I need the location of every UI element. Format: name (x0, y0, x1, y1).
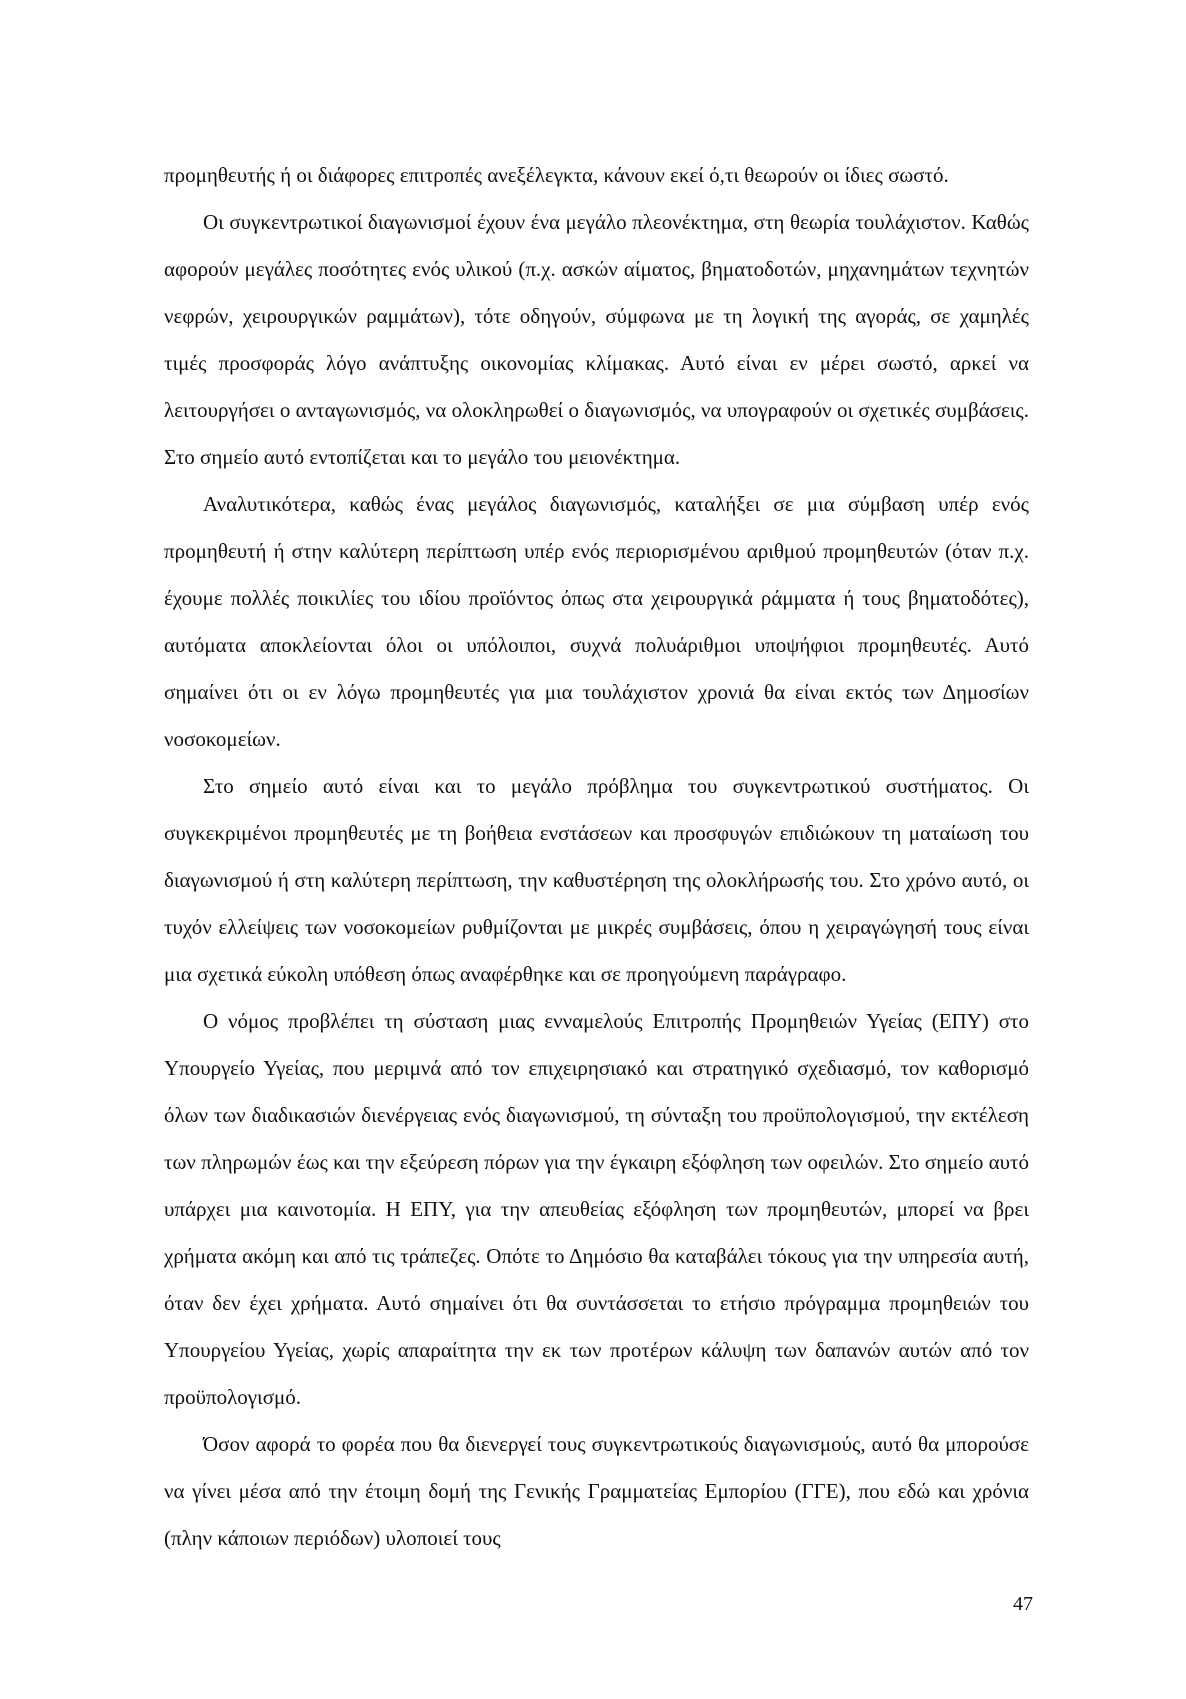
document-body (164, 152, 1029, 1562)
paragraph-agency: Όσον αφορά το φορέα που θα διενεργεί τους συγκεντρωτικούς διαγωνισμούς, αυτό θα μπορούσε να γίνει μέσα από την έτοιμη δομή της Γενικής Γραμματείας Εμπορίου (ΓΓΕ), που εδώ και χρόνια (πλην κάποιων περιόδων) υλοποιεί τους (164, 1432, 1029, 1550)
paragraph-continuation: προμηθευτής ή οι διάφορες επιτροπές ανεξέλεγκτα, κάνουν εκεί ό,τι θεωρούν οι ίδιες σωστό. (164, 163, 949, 187)
page-number: 47 (1013, 1593, 1033, 1615)
paragraph-law: Ο νόμος προβλέπει τη σύσταση μιας ενναμελούς Επιτροπής Προμηθειών Υγείας (ΕΠΥ) στο Υπουργείο Υγείας, που μεριμνά από τον επιχειρησιακό και στρατηγικό σχεδιασμό, τον καθορισμό όλων των διαδικασιών διενέργειας ενός διαγωνισμού, τη σύνταξη του προϋπολογισμού, την εκτέλεση των πληρωμών έως και την εξεύρεση πόρων για την έγκαιρη εξόφληση των οφειλών. Στο σημείο αυτό υπάρχει μια καινοτομία. Η ΕΠΥ, για την απευθείας εξόφληση των προμηθευτών, μπορεί να βρει χρήματα ακόμη και από τις τράπεζες. Οπότε το Δημόσιο θα καταβάλει τόκους για την υπηρεσία αυτή, όταν δεν έχει χρήματα. Αυτό σημαίνει ότι θα συντάσσεται το ετήσιο πρόγραμμα προμηθειών του Υπουργείου Υγείας, χωρίς απαραίτητα την εκ των προτέρων κάλυψη των δαπανών αυτών από τον προϋπολογισμό. (164, 1009, 1029, 1409)
paragraph-problem: Στο σημείο αυτό είναι και το μεγάλο πρόβλημα του συγκεντρωτικού συστήματος. Οι συγκεκριμένοι προμηθευτές με τη βοήθεια ενστάσεων και προσφυγών επιδιώκουν τη ματαίωση του διαγωνισμού ή στη καλύτερη περίπτωση, την καθυστέρηση της ολοκλήρωσής του. Στο χρόνο αυτό, οι τυχόν ελλείψεις των νοσοκομείων ρυθμίζονται με μικρές συμβάσεις, όπου η χειραγώγησή τους είναι μια σχετικά εύκολη υπόθεση όπως αναφέρθηκε και σε προηγούμενη παράγραφο. (164, 774, 1029, 986)
paragraph-analysis: Αναλυτικότερα, καθώς ένας μεγάλος διαγωνισμός, καταλήξει σε μια σύμβαση υπέρ ενός προμηθευτή ή στην καλύτερη περίπτωση υπέρ ενός περιορισμένου αριθμού προμηθευτών (όταν π.χ. έχουμε πολλές ποικιλίες του ιδίου προϊόντος όπως στα χειρουργικά ράμματα ή τους βηματοδότες), αυτόματα αποκλείονται όλοι οι υπόλοιποι, συχνά πολυάριθμοι υποψήφιοι προμηθευτές. Αυτό σημαίνει ότι οι εν λόγω προμηθευτές για μια τουλάχιστον χρονιά θα είναι εκτός των Δημοσίων νοσοκομείων. (164, 492, 1029, 751)
paragraph-centralized-tenders: Οι συγκεντρωτικοί διαγωνισμοί έχουν ένα μεγάλο πλεονέκτημα, στη θεωρία τουλάχιστον. Καθώς αφορούν μεγάλες ποσότητες ενός υλικού (π.χ. ασκών αίματος, βηματοδοτών, μηχανημάτων τεχνητών νεφρών, χειρουργικών ραμμάτων), τότε οδηγούν, σύμφωνα με τη λογική της αγοράς, σε χαμηλές τιμές προσφοράς λόγο ανάπτυξης οικονομίας κλίμακας. Αυτό είναι εν μέρει σωστό, αρκεί να λειτουργήσει ο ανταγωνισμός, να ολοκληρωθεί ο διαγωνισμός, να υπογραφούν οι σχετικές συμβάσεις. Στο σημείο αυτό εντοπίζεται και το μεγάλο του μειονέκτημα. (164, 210, 1029, 469)
